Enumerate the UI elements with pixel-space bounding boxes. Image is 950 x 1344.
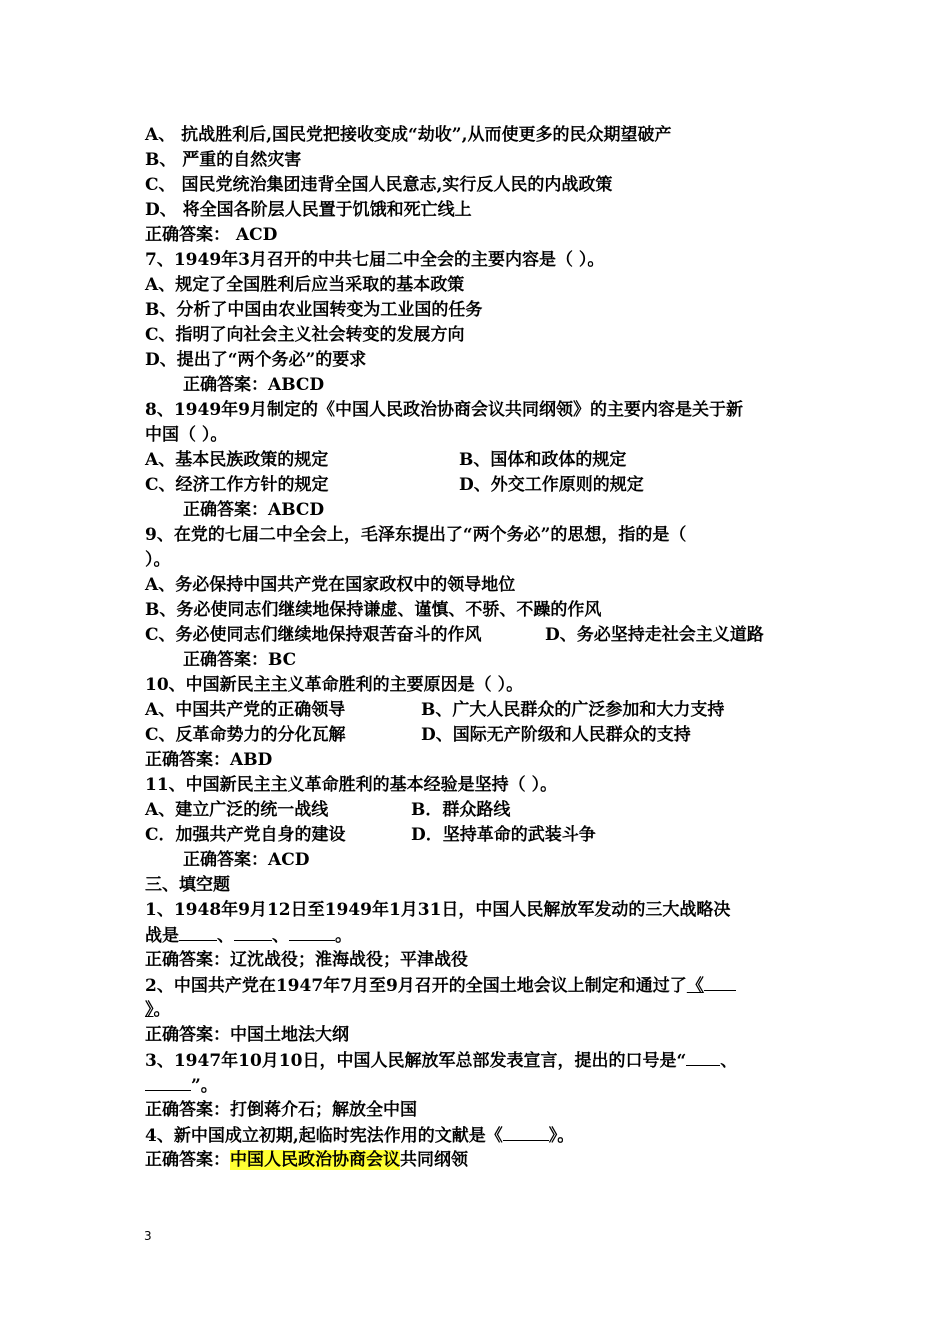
q8-options-row1 [145, 448, 815, 473]
q8-option-c: C、经济工作方针的规定 [145, 475, 329, 495]
q8-option-b: B、国体和政体的规定 [459, 450, 627, 470]
f4-suffix: 》。 [548, 1126, 575, 1146]
f2-question-line2 [145, 998, 815, 1023]
q9-option-b: B、务必使同志们继续地保持谦虚、谨慎、不骄、不躁的作风 [145, 600, 602, 620]
q8-answer: 正确答案：ABCD [183, 500, 325, 520]
q9-option-d: D、务必坚持走社会主义道路 [545, 625, 764, 645]
q7-question: 7、1949年3月召开的中共七届二中全会的主要内容是（ ）。 [145, 250, 605, 270]
f1-blank-1 [179, 923, 217, 941]
f4-prefix: 4、新中国成立初期,起临时宪法作用的文献是《 [145, 1126, 503, 1146]
f3-prefix: 3、1947年10月10日，中国人民解放军总部发表宣言，提出的口号是“ [145, 1051, 687, 1071]
f1-sep-1: 、 [217, 926, 234, 946]
q9-question-line1: 9、在党的七届二中全会上，毛泽东提出了“两个务必”的思想，指的是（ [145, 525, 687, 545]
q10-question: 10、中国新民主主义革命胜利的主要原因是（ ）。 [145, 675, 524, 695]
q10-answer: 正确答案：ABD [145, 750, 273, 770]
q6-answer: 正确答案： ACD [145, 225, 278, 245]
f3-sep: 、 [720, 1051, 738, 1071]
q11-options-row2 [145, 823, 815, 848]
q6-option-b: B、 严重的自然灾害 [145, 150, 302, 170]
q7-option-b: B、分析了中国由农业国转变为工业国的任务 [145, 300, 483, 320]
q8-question-line2: 中国（ ）。 [145, 425, 228, 445]
f4-answer-rest: 共同纲领 [400, 1150, 468, 1170]
f4-answer-label: 正确答案： [145, 1150, 230, 1170]
f3-blank-2 [145, 1073, 191, 1091]
f4-blank [503, 1123, 549, 1141]
q8-option-d: D、外交工作原则的规定 [459, 475, 644, 495]
q9-options-row-cd [145, 623, 815, 648]
f1-question-line2 [145, 923, 815, 948]
q9-option-a: A、务必保持中国共产党在国家政权中的领导地位 [145, 575, 516, 595]
q10-option-d: D、国际无产阶级和人民群众的支持 [421, 725, 691, 745]
q10-option-a: A、中国共产党的正确领导 [145, 700, 346, 720]
q7-option-d: D、提出了“两个务必”的要求 [145, 350, 367, 370]
q7-option-c: C、指明了向社会主义社会转变的发展方向 [145, 325, 465, 345]
q9-option-c: C、务必使同志们继续地保持艰苦奋斗的作风 [145, 625, 482, 645]
f2-prefix: 2、中国共产党在1947年7月至9月召开的全国土地会议上制定和通过了 [145, 976, 687, 996]
f1-prefix: 战是 [145, 926, 179, 946]
q10-option-c: C、反革命势力的分化瓦解 [145, 725, 346, 745]
f3-suffix: ”。 [191, 1076, 218, 1096]
f2-close-bracket: 》 [145, 1000, 154, 1020]
f1-blank-2 [234, 923, 272, 941]
section-heading-fill-blanks: 三、填空题 [145, 875, 230, 895]
q10-options-row2 [145, 723, 815, 748]
q6-option-c: C、 国民党统治集团违背全国人民意志,实行反人民的内战政策 [145, 175, 613, 195]
q8-option-a: A、基本民族政策的规定 [145, 450, 329, 470]
f1-suffix: 。 [335, 926, 352, 946]
q8-options-row2 [145, 473, 815, 498]
q6-option-a: A、 抗战胜利后,国民党把接收变成“劫收”,从而使更多的民众期望破产 [145, 125, 672, 145]
q6-option-d: D、 将全国各阶层人民置于饥饿和死亡线上 [145, 200, 472, 220]
f4-question [145, 1123, 815, 1148]
q11-option-c: C．加强共产党自身的建设 [145, 825, 346, 845]
f1-answer: 正确答案：辽沈战役；淮海战役；平津战役 [145, 950, 468, 970]
f2-suffix: 。 [153, 1000, 171, 1020]
q11-answer: 正确答案：ACD [183, 850, 310, 870]
f1-sep-2: 、 [272, 926, 289, 946]
q11-question: 11、中国新民主主义革命胜利的基本经验是坚持（ ）。 [145, 775, 558, 795]
f4-answer [145, 1148, 815, 1173]
f2-question-line1 [145, 973, 815, 998]
q11-option-b: B．群众路线 [411, 800, 511, 820]
f2-answer: 正确答案：中国土地法大纲 [145, 1025, 349, 1045]
f3-question-line2 [145, 1073, 815, 1098]
q7-answer: 正确答案：ABCD [183, 375, 325, 395]
q9-question-line2: ）。 [145, 550, 171, 570]
q7-option-a: A、规定了全国胜利后应当采取的基本政策 [145, 275, 465, 295]
q9-answer: 正确答案：BC [183, 650, 297, 670]
f2-open-bracket: 《 [686, 976, 704, 996]
q11-option-a: A、建立广泛的统一战线 [145, 800, 329, 820]
f2-blank [704, 973, 736, 991]
q10-options-row1 [145, 698, 815, 723]
page-number: 3 [144, 1229, 152, 1243]
q11-options-row1 [145, 798, 815, 823]
f3-blank-1 [686, 1048, 720, 1066]
f1-blank-3 [289, 923, 335, 941]
f4-answer-highlight: 中国人民政治协商会议 [230, 1150, 400, 1170]
q11-option-d: D．坚持革命的武装斗争 [411, 825, 596, 845]
q8-question-line1: 8、1949年9月制定的《中国人民政治协商会议共同纲领》的主要内容是关于新 [145, 400, 743, 420]
f3-answer: 正确答案：打倒蒋介石；解放全中国 [145, 1100, 417, 1120]
page-content [145, 123, 815, 1173]
f3-question-line1 [145, 1048, 815, 1073]
f1-question-line1: 1、1948年9月12日至1949年1月31日，中国人民解放军发动的三大战略决 [145, 900, 731, 920]
q10-option-b: B、广大人民群众的广泛参加和大力支持 [421, 700, 725, 720]
